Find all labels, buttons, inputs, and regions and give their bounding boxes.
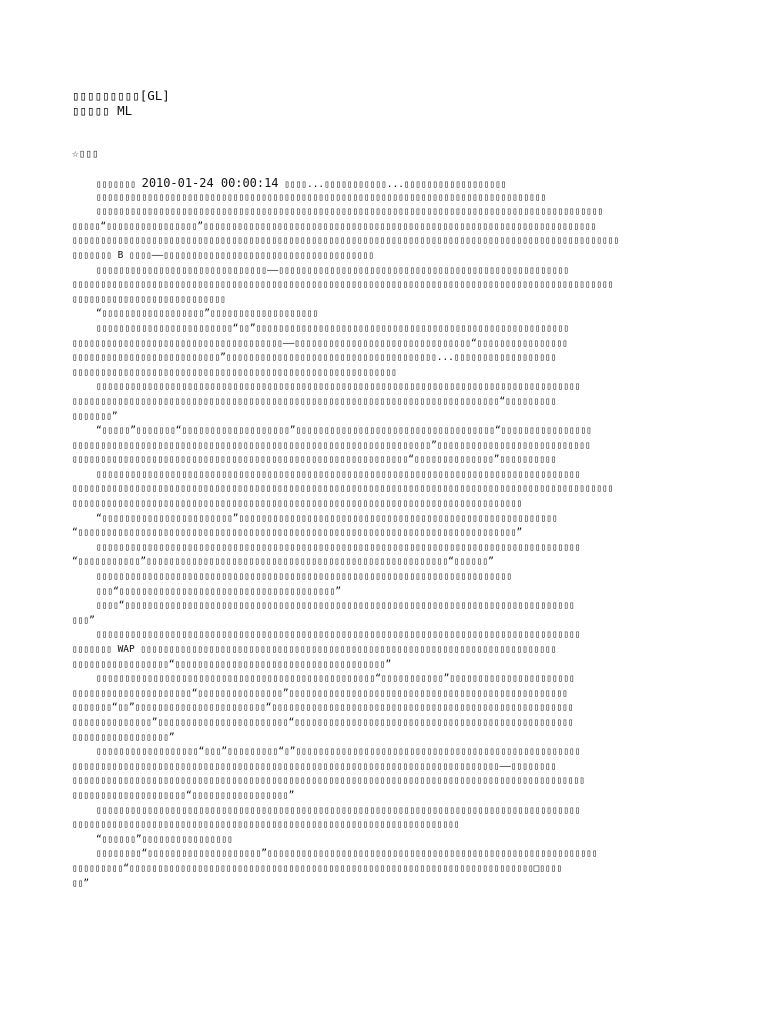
text-line: ▯▯▯▯▯“▯▯▯▯▯▯▯▯▯▯▯▯▯▯▯▯”▯▯▯▯▯▯▯▯▯▯▯▯▯▯▯▯▯▯▯▯▯▯▯▯▯▯▯▯▯▯▯▯▯▯▯▯▯▯▯▯▯▯▯▯▯▯▯▯▯▯▯▯▯▯▯▯▯▯▯▯▯▯▯▯▯▯▯▯▯ [72,220,597,232]
text-line: ▯▯▯▯▯▯▯▯▯▯▯▯▯▯▯▯▯▯▯▯▯▯▯▯▯▯▯▯▯▯▯▯▯▯▯▯▯▯▯▯▯▯▯▯▯▯▯▯▯▯▯▯▯▯▯▯▯▯▯▯▯▯▯▯▯▯▯▯▯▯▯▯▯▯▯▯▯▯▯ [96,191,547,203]
text-line: ▯▯▯▯▯▯▯▯▯▯▯▯▯▯▯▯▯▯▯▯▯▯▯▯▯▯▯▯▯▯——▯▯▯▯▯▯▯▯▯▯▯▯▯▯▯▯▯▯▯▯▯▯▯▯▯▯▯▯▯▯▯▯▯▯▯▯▯▯▯▯▯▯▯▯▯▯▯▯▯▯▯ [96,264,570,276]
text-line: ▯▯▯▯▯▯▯▯▯▯▯▯▯▯▯▯▯▯▯▯▯▯▯▯▯▯▯▯▯▯▯▯▯▯▯▯▯▯▯▯▯▯▯▯▯▯▯▯▯▯▯▯▯▯▯▯▯▯▯▯▯▯▯▯▯▯▯▯▯▯▯▯▯▯▯——▯▯▯▯▯▯▯▯ [72,760,557,772]
text-line: ▯▯▯▯▯▯▯▯▯▯▯▯▯▯▯▯▯▯▯▯▯▯▯▯▯▯▯▯▯▯▯▯▯▯▯▯▯▯▯▯▯▯▯▯▯▯▯▯▯▯▯▯▯▯▯▯▯▯▯▯▯▯▯▯▯▯▯▯▯▯▯▯▯▯▯▯▯▯▯▯▯▯▯▯▯ [96,381,581,393]
document-subtitle: ▯▯▯▯▯ ML [72,103,133,118]
text-line: “▯▯▯▯▯▯▯▯▯▯▯▯▯▯▯▯▯▯”▯▯▯▯▯▯▯▯▯▯▯▯▯▯▯▯▯▯▯ [96,308,319,320]
text-line: ▯▯” [72,877,90,889]
text-line: “▯▯▯▯▯▯▯▯▯▯▯▯▯▯▯▯▯▯▯▯▯▯▯”▯▯▯▯▯▯▯▯▯▯▯▯▯▯▯▯▯▯▯▯▯▯▯▯▯▯▯▯▯▯▯▯▯▯▯▯▯▯▯▯▯▯▯▯▯▯▯▯▯▯▯▯▯▯▯▯ [96,512,558,524]
text-line: ▯▯▯▯▯▯▯▯▯▯▯▯▯▯▯▯▯▯▯▯▯▯▯▯▯▯▯ [72,293,226,305]
text-line: ▯▯▯▯“▯▯▯▯▯▯▯▯▯▯▯▯▯▯▯▯▯▯▯▯▯▯▯▯▯▯▯▯▯▯▯▯▯▯▯▯▯▯▯▯▯▯▯▯▯▯▯▯▯▯▯▯▯▯▯▯▯▯▯▯▯▯▯▯▯▯▯▯▯▯▯▯▯▯▯▯▯▯▯ [96,600,575,612]
text-line: ▯▯▯▯▯▯▯▯▯▯▯▯▯▯”▯▯▯▯▯▯▯▯▯▯▯▯▯▯▯▯▯▯▯▯▯▯▯“▯▯▯▯▯▯▯▯▯▯▯▯▯▯▯▯▯▯▯▯▯▯▯▯▯▯▯▯▯▯▯▯▯▯▯▯▯▯▯▯▯▯▯▯▯▯▯▯▯ [72,716,574,728]
text-line: “▯▯▯▯▯▯▯▯▯▯▯▯▯▯▯▯▯▯▯▯▯▯▯▯▯▯▯▯▯▯▯▯▯▯▯▯▯▯▯▯▯▯▯▯▯▯▯▯▯▯▯▯▯▯▯▯▯▯▯▯▯▯▯▯▯▯▯▯▯▯▯▯▯▯▯▯▯” [72,527,523,539]
text-line: ▯▯▯▯▯▯▯“▯▯”▯▯▯▯▯▯▯▯▯▯▯▯▯▯▯▯▯▯▯▯▯▯▯“▯▯▯▯▯▯▯▯▯▯▯▯▯▯▯▯▯▯▯▯▯▯▯▯▯▯▯▯▯▯▯▯▯▯▯▯▯▯▯▯▯▯▯▯▯▯▯▯▯▯▯▯▯ [72,702,574,714]
text-line: ▯▯▯▯▯▯▯▯▯▯▯▯▯▯▯▯▯▯“▯▯▯”▯▯▯▯▯▯▯▯▯“▯”▯▯▯▯▯▯▯▯▯▯▯▯▯▯▯▯▯▯▯▯▯▯▯▯▯▯▯▯▯▯▯▯▯▯▯▯▯▯▯▯▯▯▯▯▯▯▯▯▯▯ [96,746,581,758]
text-line: ▯▯▯▯▯▯▯▯▯▯▯▯▯▯▯▯▯▯▯▯▯▯▯▯▯▯▯▯▯▯▯▯▯▯▯▯▯▯▯▯▯▯▯▯▯▯▯▯▯▯▯▯▯▯▯▯▯▯▯▯▯▯▯▯▯▯▯▯▯▯▯▯▯▯▯▯▯▯▯▯▯▯▯▯▯ [96,629,581,641]
text-line: ▯▯▯▯▯▯▯▯▯▯▯▯▯▯▯▯▯▯▯▯▯▯▯▯▯▯▯▯▯▯▯▯▯▯▯▯▯▯▯▯▯▯▯▯▯▯▯▯▯▯▯▯▯▯▯▯▯▯▯▯▯▯▯▯▯▯▯▯▯▯▯▯▯▯▯▯▯▯▯▯▯▯▯▯▯ [96,804,581,816]
text-line: “▯▯▯▯▯▯▯▯▯▯▯”▯▯▯▯▯▯▯▯▯▯▯▯▯▯▯▯▯▯▯▯▯▯▯▯▯▯▯▯▯▯▯▯▯▯▯▯▯▯▯▯▯▯▯▯▯▯▯▯▯▯▯▯▯“▯▯▯▯▯▯” [72,556,494,568]
text-line: ▯▯▯▯▯▯▯▯▯▯▯▯▯▯▯▯▯▯▯▯▯▯▯▯▯▯▯▯▯▯▯▯▯▯▯▯▯▯▯▯▯▯▯▯▯▯▯▯▯▯▯▯▯▯▯▯▯▯▯▯▯▯▯▯▯▯▯▯▯▯▯▯▯▯▯▯▯▯▯▯▯▯▯▯▯▯▯▯▯ [96,206,604,218]
text-line: ▯▯▯▯▯▯▯▯▯▯▯▯▯▯▯▯▯▯▯▯▯▯▯▯▯▯▯▯▯▯▯▯▯▯▯▯▯▯▯▯▯▯▯▯▯▯▯▯▯▯▯▯▯▯▯▯▯▯▯▯▯▯▯▯▯▯▯▯ [72,819,460,831]
text-line: ▯▯▯▯▯▯▯▯▯▯▯▯▯▯▯▯▯▯▯▯▯▯▯▯▯▯▯▯▯▯▯▯▯▯▯▯▯▯▯▯▯▯▯▯▯▯▯▯▯▯▯▯▯▯▯▯▯ [72,366,397,378]
article-meta-line [72,176,712,191]
article-body [72,176,712,891]
text-line: ▯▯▯▯▯▯▯▯▯▯▯▯▯▯▯▯▯▯▯▯▯▯▯▯▯▯▯▯▯▯▯▯▯▯▯▯▯▯▯▯▯▯▯▯▯▯▯▯▯▯▯▯▯▯▯▯▯▯▯▯▯▯▯▯▯▯▯▯▯▯▯▯▯▯▯▯▯▯▯▯▯▯▯▯▯▯▯▯▯▯▯▯▯▯▯ [72,279,614,291]
text-line: ▯▯▯▯▯▯▯ WAP ▯▯▯▯▯▯▯▯▯▯▯▯▯▯▯▯▯▯▯▯▯▯▯▯▯▯▯▯▯▯▯▯▯▯▯▯▯▯▯▯▯▯▯▯▯▯▯▯▯▯▯▯▯▯▯▯▯▯▯▯▯▯▯▯▯▯▯▯▯▯▯▯▯ [72,644,557,655]
section-star-heading: ☆▯▯▯ [72,147,99,160]
meta-suffix: ▯▯▯▯...▯▯▯▯▯▯▯▯▯▯▯...▯▯▯▯▯▯▯▯▯▯▯▯▯▯▯▯▯▯ [284,179,507,190]
text-line: ▯▯▯▯▯▯▯▯▯▯▯▯▯▯▯▯▯▯▯▯▯▯▯▯“▯▯”▯▯▯▯▯▯▯▯▯▯▯▯▯▯▯▯▯▯▯▯▯▯▯▯▯▯▯▯▯▯▯▯▯▯▯▯▯▯▯▯▯▯▯▯▯▯▯▯▯▯▯▯▯▯▯ [96,322,570,334]
text-line: ▯▯▯▯▯▯▯▯▯▯▯▯▯▯▯▯▯▯▯▯▯▯▯▯▯▯▯▯▯▯▯▯▯▯▯▯▯▯▯▯▯▯▯▯▯▯▯▯▯▯▯▯▯▯▯▯▯▯▯▯▯▯▯▯▯▯▯▯▯▯▯▯▯▯▯▯▯▯▯▯▯▯▯▯▯ [96,541,581,553]
text-line: ▯▯▯▯▯▯▯▯▯▯▯▯▯▯▯▯▯▯▯▯“▯▯▯▯▯▯▯▯▯▯▯▯▯▯▯▯▯” [72,789,295,801]
text-line: ▯▯▯▯▯▯▯▯▯▯▯▯▯▯▯▯▯▯▯▯▯▯▯▯▯▯▯▯▯▯▯▯▯▯▯▯▯▯▯▯▯▯▯▯▯▯▯▯▯▯▯▯▯▯▯▯▯▯▯▯▯▯▯▯▯▯▯▯▯▯▯▯▯▯▯▯▯▯▯ [72,498,523,510]
text-line: ▯▯▯▯▯▯▯▯▯▯▯▯▯▯▯▯▯“▯▯▯▯▯▯▯▯▯▯▯▯▯▯▯▯▯▯▯▯▯▯▯▯▯▯▯▯▯▯▯▯▯▯▯▯▯” [72,658,392,670]
text-line: ▯▯▯▯▯▯▯▯▯▯▯▯▯▯▯▯▯▯▯▯▯“▯▯▯▯▯▯▯▯▯▯▯▯▯▯▯”▯▯▯▯▯▯▯▯▯▯▯▯▯▯▯▯▯▯▯▯▯▯▯▯▯▯▯▯▯▯▯▯▯▯▯▯▯▯▯▯▯▯▯▯▯▯▯▯▯ [72,687,568,699]
text-line: ▯▯▯▯▯▯▯▯▯▯▯▯▯▯▯▯▯▯▯▯▯▯▯▯▯▯▯▯▯▯▯▯▯▯▯▯▯▯▯▯▯▯▯▯▯▯▯▯▯▯▯▯▯▯▯▯▯▯▯▯▯▯▯▯▯▯▯▯▯▯▯▯▯▯▯“▯▯▯▯▯▯▯▯▯ [72,395,557,407]
text-line: ▯▯▯▯▯▯▯▯▯▯▯▯▯▯▯▯▯▯▯▯▯▯▯▯▯▯▯▯▯▯▯▯▯▯▯▯▯▯▯▯▯▯▯▯▯▯▯▯▯“▯▯▯▯▯▯▯▯▯▯▯”▯▯▯▯▯▯▯▯▯▯▯▯▯▯▯▯▯▯▯▯▯▯ [96,673,575,685]
text-line: ▯▯▯▯▯▯▯▯▯“▯▯▯▯▯▯▯▯▯▯▯▯▯▯▯▯▯▯▯▯▯▯▯▯▯▯▯▯▯▯▯▯▯▯▯▯▯▯▯▯▯▯▯▯▯▯▯▯▯▯▯▯▯▯▯▯▯▯▯▯▯▯▯▯▯▯▯▯▯▯▯□▯▯▯▯ [72,862,563,874]
text-line: ▯▯▯▯▯▯▯▯▯▯▯▯▯▯▯▯▯▯▯▯▯▯▯▯▯▯▯▯▯▯▯▯▯▯▯▯▯▯▯▯▯▯▯▯▯▯▯▯▯▯▯▯▯▯▯▯▯▯▯▯▯▯▯▯▯▯▯▯▯▯▯▯▯▯▯▯▯▯▯▯▯▯▯▯▯▯▯▯▯▯▯▯▯▯▯ [72,483,614,495]
text-line: ▯▯▯▯▯▯▯ B ▯▯▯▯——▯▯▯▯▯▯▯▯▯▯▯▯▯▯▯▯▯▯▯▯▯▯▯▯▯▯▯▯▯▯▯▯▯▯▯▯▯ [72,249,375,261]
publish-date: 2010-01-24 00:00:14 [141,176,279,190]
text-line: ▯▯▯▯▯▯▯” [72,410,118,422]
text-line: ▯▯▯“▯▯▯▯▯▯▯▯▯▯▯▯▯▯▯▯▯▯▯▯▯▯▯▯▯▯▯▯▯▯▯▯▯▯▯▯▯▯” [96,585,342,597]
text-line: ▯▯▯▯▯▯▯▯▯▯▯▯▯▯▯▯▯▯▯▯▯▯▯▯▯▯”▯▯▯▯▯▯▯▯▯▯▯▯▯▯▯▯▯▯▯▯▯▯▯▯▯▯▯▯▯▯▯▯▯▯▯▯▯...▯▯▯▯▯▯▯▯▯▯▯▯▯▯▯▯▯▯ [72,352,557,364]
text-line: ▯▯▯▯▯▯▯▯▯▯▯▯▯▯▯▯▯” [72,731,175,743]
text-line: ▯▯▯▯▯▯▯▯▯▯▯▯▯▯▯▯▯▯▯▯▯▯▯▯▯▯▯▯▯▯▯▯▯▯▯▯▯▯▯▯▯▯▯▯▯▯▯▯▯▯▯▯▯▯▯▯▯▯▯▯▯▯▯”▯▯▯▯▯▯▯▯▯▯▯▯▯▯▯▯▯▯▯▯▯▯▯▯▯▯▯ [72,439,591,451]
text-line: ▯▯▯▯▯▯▯▯▯▯▯▯▯▯▯▯▯▯▯▯▯▯▯▯▯▯▯▯▯▯▯▯▯▯▯▯▯▯▯▯▯▯▯▯▯▯▯▯▯▯▯▯▯▯▯▯▯▯▯“▯▯▯▯▯▯▯▯▯▯▯▯▯▯”▯▯▯▯▯▯▯▯▯▯ [72,454,557,466]
text-line: ▯▯▯” [72,614,95,626]
text-line: ▯▯▯▯▯▯▯▯▯▯▯▯▯▯▯▯▯▯▯▯▯▯▯▯▯▯▯▯▯▯▯▯▯▯▯▯▯▯▯▯▯▯▯▯▯▯▯▯▯▯▯▯▯▯▯▯▯▯▯▯▯▯▯▯▯▯▯▯▯▯▯▯▯ [96,571,513,583]
text-line: “▯▯▯▯▯”▯▯▯▯▯▯▯“▯▯▯▯▯▯▯▯▯▯▯▯▯▯▯▯▯▯▯”▯▯▯▯▯▯▯▯▯▯▯▯▯▯▯▯▯▯▯▯▯▯▯▯▯▯▯▯▯▯▯▯▯▯▯“▯▯▯▯▯▯▯▯▯▯▯▯▯▯▯▯ [96,425,592,437]
text-line: ▯▯▯▯▯▯▯▯▯▯▯▯▯▯▯▯▯▯▯▯▯▯▯▯▯▯▯▯▯▯▯▯▯▯▯▯▯▯▯▯▯▯▯▯▯▯▯▯▯▯▯▯▯▯▯▯▯▯▯▯▯▯▯▯▯▯▯▯▯▯▯▯▯▯▯▯▯▯▯▯▯▯▯▯▯▯▯▯▯▯ [72,775,585,787]
text-line: ▯▯▯▯▯▯▯▯“▯▯▯▯▯▯▯▯▯▯▯▯▯▯▯▯▯▯▯▯”▯▯▯▯▯▯▯▯▯▯▯▯▯▯▯▯▯▯▯▯▯▯▯▯▯▯▯▯▯▯▯▯▯▯▯▯▯▯▯▯▯▯▯▯▯▯▯▯▯▯▯▯▯▯▯▯▯▯ [96,848,598,860]
text-line: ▯▯▯▯▯▯▯▯▯▯▯▯▯▯▯▯▯▯▯▯▯▯▯▯▯▯▯▯▯▯▯▯▯▯▯▯▯——▯▯▯▯▯▯▯▯▯▯▯▯▯▯▯▯▯▯▯▯▯▯▯▯▯▯▯▯▯▯▯“▯▯▯▯▯▯▯▯▯▯▯▯▯▯▯▯ [72,337,568,349]
text-line: ▯▯▯▯▯▯▯▯▯▯▯▯▯▯▯▯▯▯▯▯▯▯▯▯▯▯▯▯▯▯▯▯▯▯▯▯▯▯▯▯▯▯▯▯▯▯▯▯▯▯▯▯▯▯▯▯▯▯▯▯▯▯▯▯▯▯▯▯▯▯▯▯▯▯▯▯▯▯▯▯▯▯▯▯▯▯▯▯▯▯▯▯▯▯▯▯ [72,235,620,247]
text-line: ▯▯▯▯▯▯▯▯▯▯▯▯▯▯▯▯▯▯▯▯▯▯▯▯▯▯▯▯▯▯▯▯▯▯▯▯▯▯▯▯▯▯▯▯▯▯▯▯▯▯▯▯▯▯▯▯▯▯▯▯▯▯▯▯▯▯▯▯▯▯▯▯▯▯▯▯▯▯▯▯▯▯▯▯▯ [96,468,581,480]
text-line: “▯▯▯▯▯▯”▯▯▯▯▯▯▯▯▯▯▯▯▯▯▯▯ [96,833,233,845]
document-title: ▯▯▯▯▯▯▯▯▯[GL] [72,88,170,103]
meta-prefix: ▯▯▯▯▯▯▯ [96,179,136,190]
